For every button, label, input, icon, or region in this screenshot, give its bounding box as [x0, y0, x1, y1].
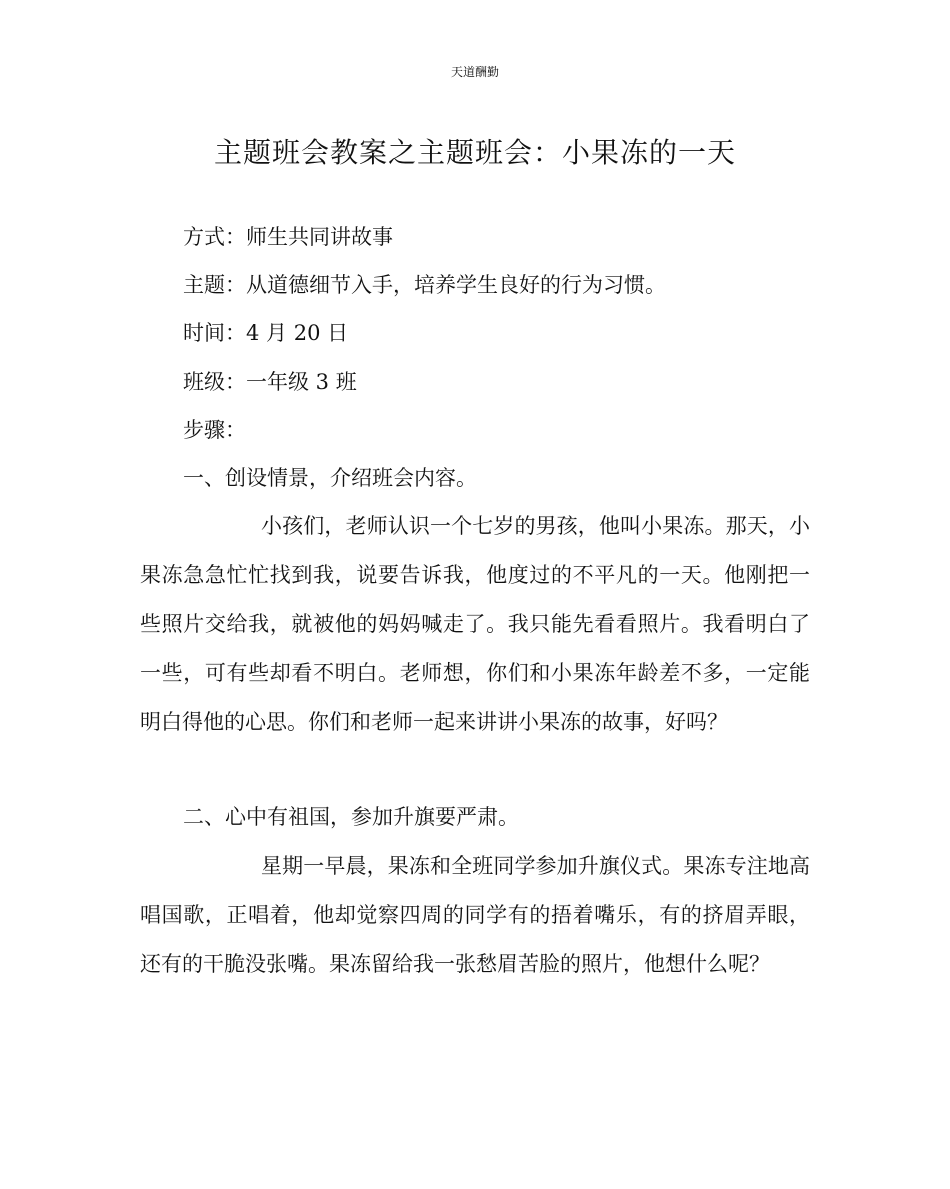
info-theme: 主题：从道德细节入手，培养学生良好的行为习惯。 — [183, 273, 666, 297]
info-time: 时间：4 月 20 日 — [183, 321, 349, 345]
info-class: 班级：一年级 3 班 — [183, 370, 357, 394]
section-2-heading: 二、心中有祖国，参加升旗要严肃。 — [183, 805, 519, 829]
info-method: 方式：师生共同讲故事 — [183, 225, 393, 249]
page-header: 天道酬勤 — [450, 65, 499, 79]
section-1-heading: 一、创设情景，介绍班会内容。 — [183, 466, 477, 490]
section-2-paragraph: 星期一早晨，果冻和全班同学参加升旗仪式。果冻专注地高唱国歌，正唱着，他却觉察四周的同学有的捂着嘴乐，有的挤眉弄眼，还有的干脆没张嘴。果冻留给我一张愁眉苦脸的照片，他想什么呢？ — [140, 854, 810, 976]
section-1-paragraph: 小孩们，老师认识一个七岁的男孩，他叫小果冻。那天，小果冻急急忙忙找到我，说要告诉我，他度过的不平凡的一天。他刚把一些照片交给我，就被他的妈妈喊走了。我只能先看看照片。我看明白了一些，可有些却看不明白。老师想，你们和小果冻年龄差不多，一定能明白得他的心思。你们和老师一起来讲讲小果冻的故事，好吗？ — [140, 514, 810, 734]
info-steps: 步骤： — [183, 418, 246, 442]
document-title: 主题班会教案之主题班会：小果冻的一天 — [213, 136, 736, 169]
